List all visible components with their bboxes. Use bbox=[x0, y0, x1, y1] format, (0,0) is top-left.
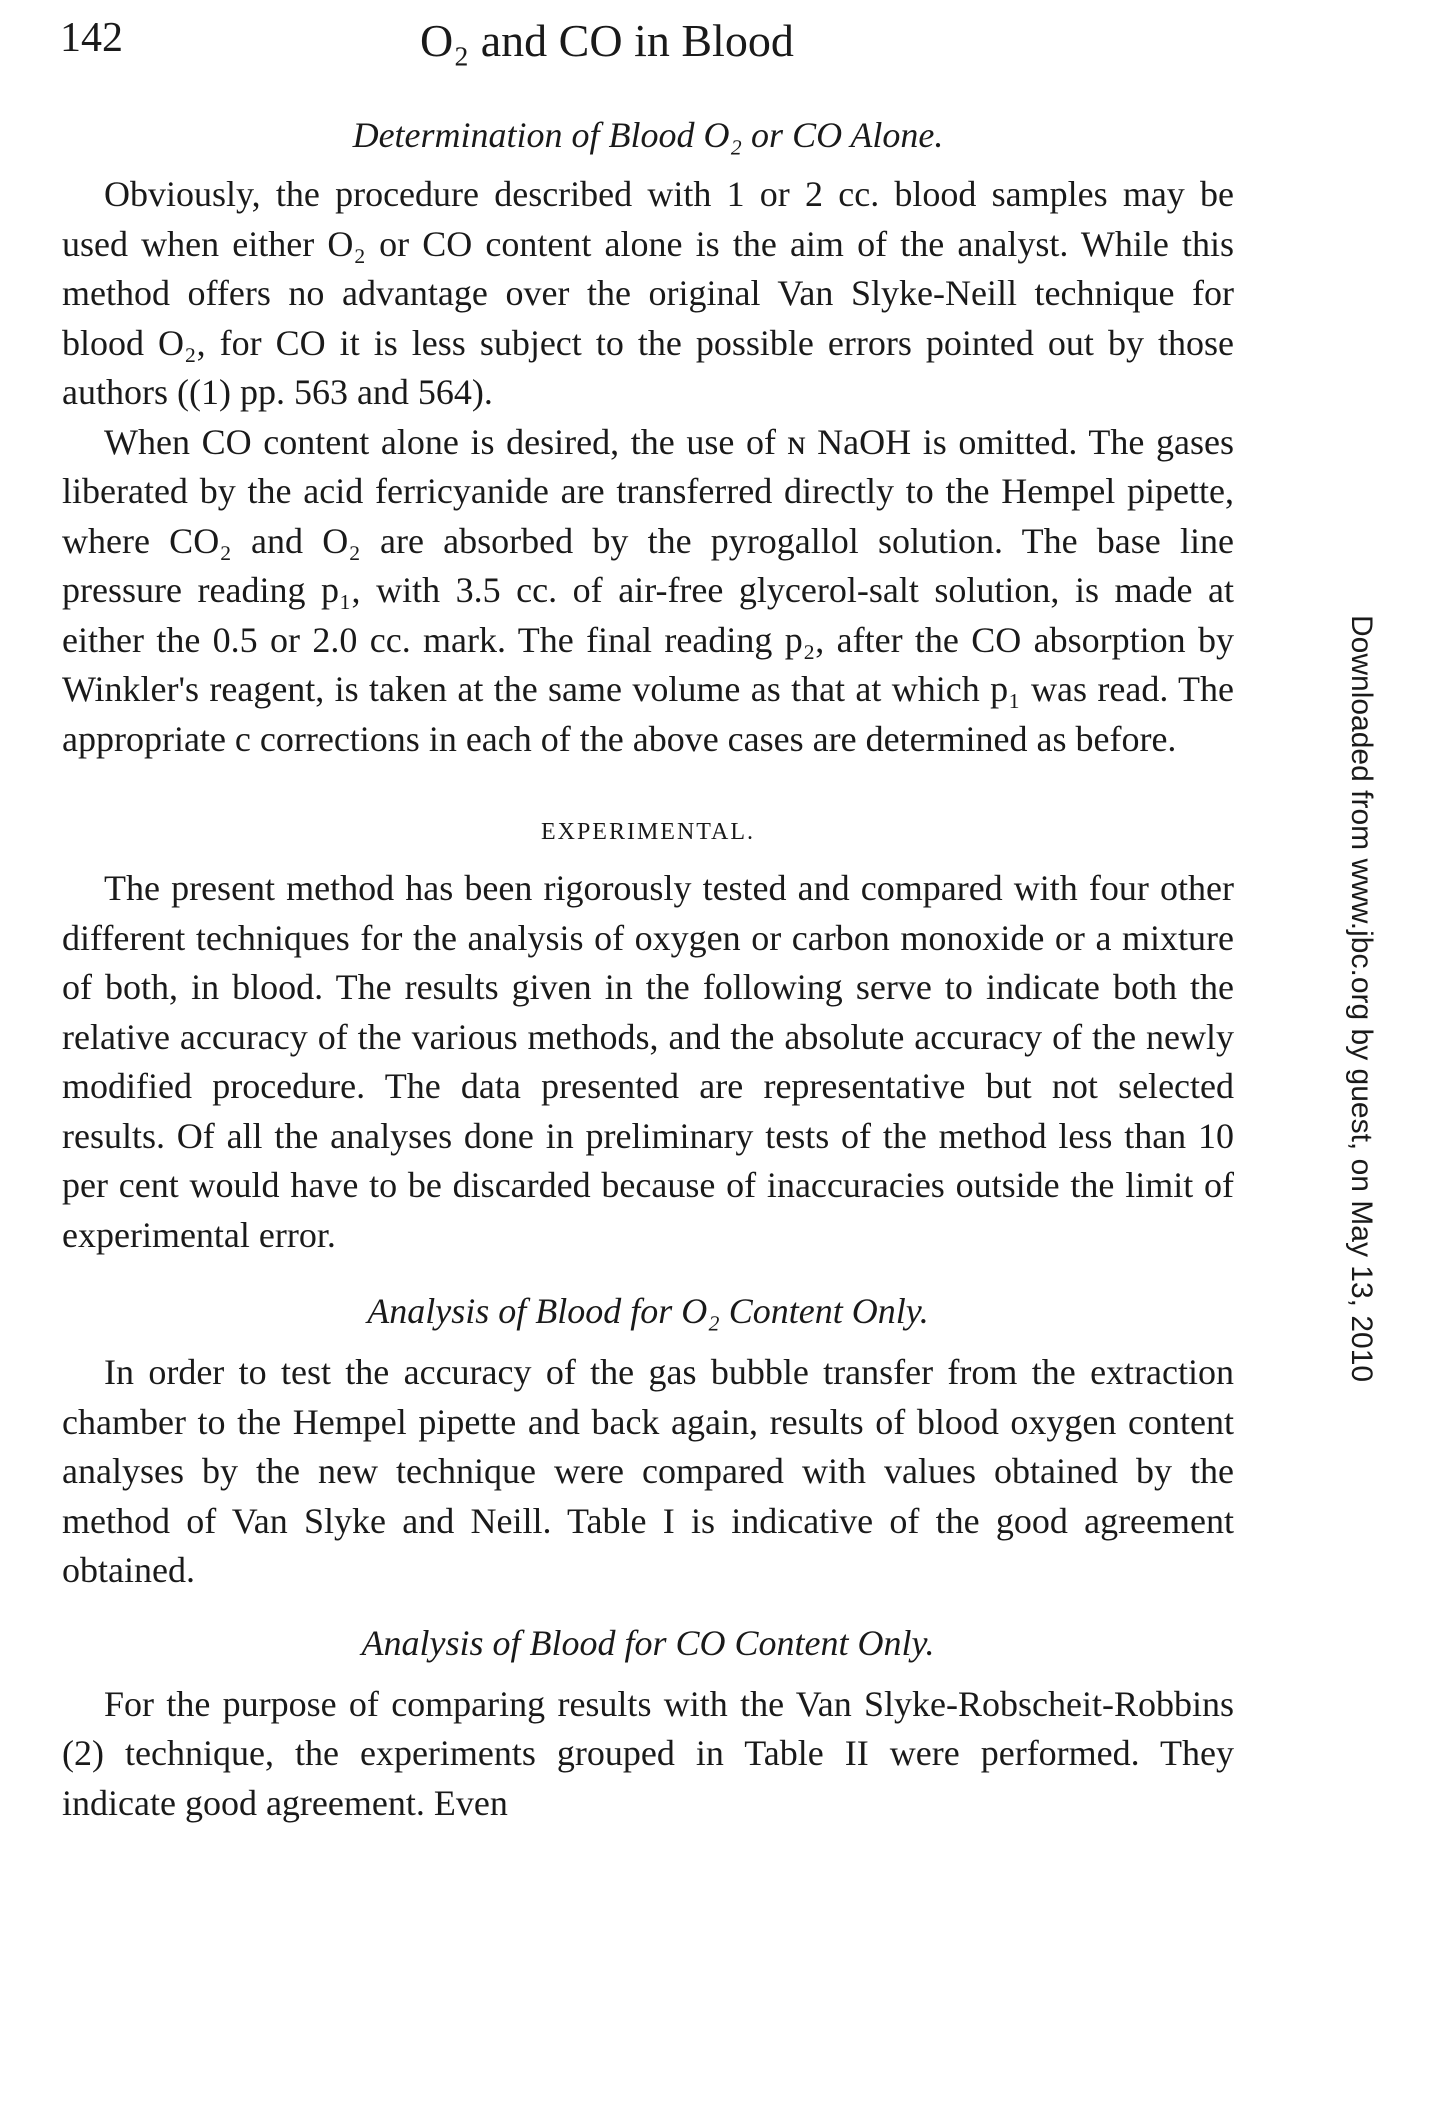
running-title: O₂ and CO in Blood bbox=[420, 15, 794, 66]
page-number: 142 bbox=[60, 15, 123, 61]
paragraph: When CO content alone is desired, the use of ɴ NaOH is omitted. The gases liberated by the acid ferricyanide are transferred directly to the Hempel pipette, where CO₂ and O₂ are absorbed by the pyrogallol solution. The base line pressure reading p₁, with 3.5 cc. of air-free glycerol-salt solution, is made at either the 0.5 or 2.0 cc. mark. The final reading p₂, after the CO absorption by Winkler's reagent, is taken at the same volume as that at which p₁ was read. The appropriate c corrections in each of the above cases are determined as before. bbox=[62, 421, 1234, 759]
text-column bbox=[62, 100, 1234, 1828]
section-heading-experimental: EXPERIMENTAL. bbox=[540, 819, 756, 845]
section-heading-o2-analysis: Analysis of Blood for O₂ Content Only. bbox=[367, 1291, 929, 1331]
paragraph: In order to test the accuracy of the gas bubble transfer from the extraction chamber to the Hempel pipette and back again, results of blood oxygen content analyses by the new technique were compared with values obtained by the method of Van Slyke and Neill. Table I is indicative of the good agreement obtained. bbox=[62, 1352, 1234, 1590]
section-heading-co-analysis: Analysis of Blood for CO Content Only. bbox=[361, 1622, 935, 1663]
paragraph: For the purpose of comparing results with the Van Slyke-Robscheit-Robbins (2) technique, the experiments grouped in Table II were performed. They indicate good agreement. Even bbox=[62, 1683, 1234, 1823]
section-heading-determination: Determination of Blood O₂ or CO Alone. bbox=[352, 115, 944, 155]
download-watermark: Downloaded from www.jbc.org by guest, on May 13, 2010 bbox=[1345, 615, 1378, 1383]
page-header bbox=[60, 14, 1240, 74]
paragraph: Obviously, the procedure described with 1 or 2 cc. blood samples may be used when either O₂ or CO content alone is the aim of the analyst. While this method offers no advantage over the original Van Slyke-Neill technique for blood O₂, for CO it is less subject to the possible errors pointed out by those authors ((1) pp. 563 and 564). bbox=[62, 174, 1234, 412]
paragraph: The present method has been rigorously tested and compared with four other different techniques for the analysis of oxygen or carbon monoxide or a mixture of both, in blood. The results given in the following serve to indicate both the relative accuracy of the various methods, and the absolute accuracy of the newly modified procedure. The data presented are representative but not selected results. Of all the analyses done in preliminary tests of the method less than 10 per cent would have to be discarded because of inaccuracies outside the limit of experimental error. bbox=[62, 868, 1234, 1255]
